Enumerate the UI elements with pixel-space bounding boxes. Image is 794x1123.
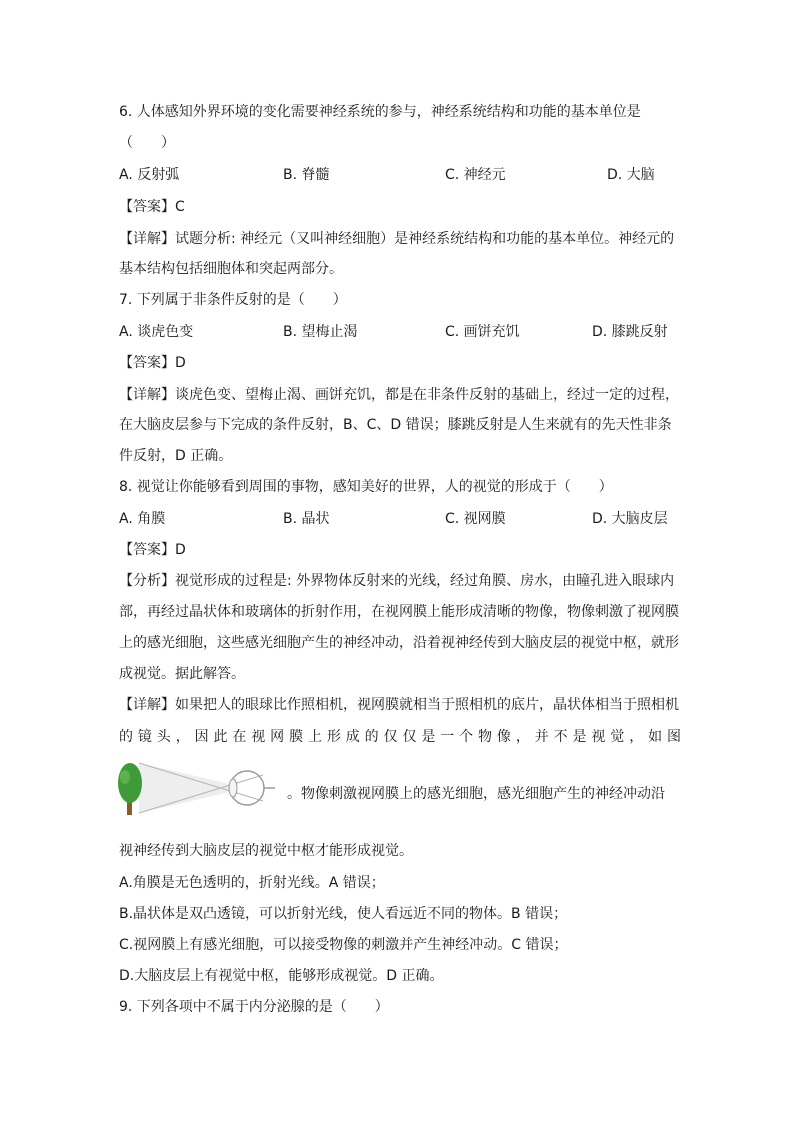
- q6-detail-line-1: 【详解】试题分析: 神经元（又叫神经细胞）是神经系统结构和功能的基本单位。神经元的: [119, 231, 675, 247]
- q7-answer: 【答案】D: [119, 355, 186, 371]
- q6-detail-line-2: 基本结构包括细胞体和突起两部分。: [119, 261, 343, 277]
- q8-analysis-line-3: 上的感光细胞，这些感光细胞产生的神经冲动，沿着视神经传到大脑皮层的视觉中枢，就形: [119, 635, 679, 651]
- q7-option-b: B. 望梅止渴: [283, 324, 358, 340]
- q6-option-b: B. 脊髓: [283, 167, 330, 183]
- q7-option-a: A. 谈虎色变: [119, 324, 194, 340]
- eye-imaging-figure: [117, 757, 277, 819]
- q6-paren: （ ）: [119, 135, 175, 151]
- q8-option-d: D. 大脑皮层: [592, 511, 668, 527]
- q8-option-b: B. 晶状: [283, 511, 330, 527]
- q7-detail-line-2: 在大脑皮层参与下完成的条件反射，B、C、D 错误；膝跳反射是人生来就有的先天性非条: [119, 417, 672, 433]
- q8-detail-line-4: 视神经传到大脑皮层的视觉中枢才能形成视觉。: [119, 843, 413, 859]
- q6-stem: 6. 人体感知外界环境的变化需要神经系统的参与，神经系统结构和功能的基本单位是: [119, 104, 641, 120]
- q8-explain-d: D.大脑皮层上有视觉中枢，能够形成视觉。D 正确。: [119, 968, 444, 984]
- q9-stem: 9. 下列各项中不属于内分泌腺的是（ ）: [119, 999, 389, 1015]
- q8-detail-line-1: 【详解】如果把人的眼球比作照相机，视网膜就相当于照相机的底片，晶状体相当于照相机: [119, 697, 679, 713]
- q6-option-d: D. 大脑: [607, 167, 655, 183]
- q8-explain-a: A.角膜是无色透明的，折射光线。A 错误；: [119, 875, 385, 891]
- q6-option-c: C. 神经元: [445, 167, 506, 183]
- q8-analysis-line-1: 【分析】视觉形成的过程是: 外界物体反射来的光线，经过角膜、房水，由瞳孔进入眼球内: [119, 573, 675, 589]
- q8-explain-b: B.晶状体是双凸透镜，可以折射光线，使人看远近不同的物体。B 错误；: [119, 906, 568, 922]
- q8-detail-line-2: 的镜头，因此在视网膜上形成的仅仅是一个物像，并不是视觉，如图: [119, 729, 681, 745]
- q8-option-a: A. 角膜: [119, 511, 166, 527]
- q8-analysis-line-4: 成视觉。据此解答。: [119, 666, 245, 682]
- q7-option-d: D. 膝跳反射: [592, 324, 668, 340]
- q8-stem: 8. 视觉让你能够看到周围的事物，感知美好的世界，人的视觉的形成于（ ）: [119, 479, 613, 495]
- q8-explain-c: C.视网膜上有感光细胞，可以接受物像的刺激并产生神经冲动。C 错误；: [119, 937, 568, 953]
- q8-answer: 【答案】D: [119, 542, 186, 558]
- q8-option-c: C. 视网膜: [445, 511, 506, 527]
- q6-option-a: A. 反射弧: [119, 167, 180, 183]
- q7-detail-line-3: 件反射，D 正确。: [119, 448, 233, 464]
- q6-answer: 【答案】C: [119, 199, 185, 215]
- q7-detail-line-1: 【详解】谈虎色变、望梅止渴、画饼充饥，都是在非条件反射的基础上，经过一定的过程，: [119, 387, 679, 403]
- lens-icon: [229, 779, 237, 797]
- q7-option-c: C. 画饼充饥: [445, 324, 520, 340]
- q8-analysis-line-2: 部，再经过晶状体和玻璃体的折射作用，在视网膜上能形成清晰的物像，物像刺激了视网膜: [119, 604, 679, 620]
- tree-icon: [118, 763, 142, 803]
- q7-stem: 7. 下列属于非条件反射的是（ ）: [119, 292, 347, 308]
- q8-detail-line-3: 。物像刺激视网膜上的感光细胞，感光细胞产生的神经冲动沿: [287, 786, 665, 802]
